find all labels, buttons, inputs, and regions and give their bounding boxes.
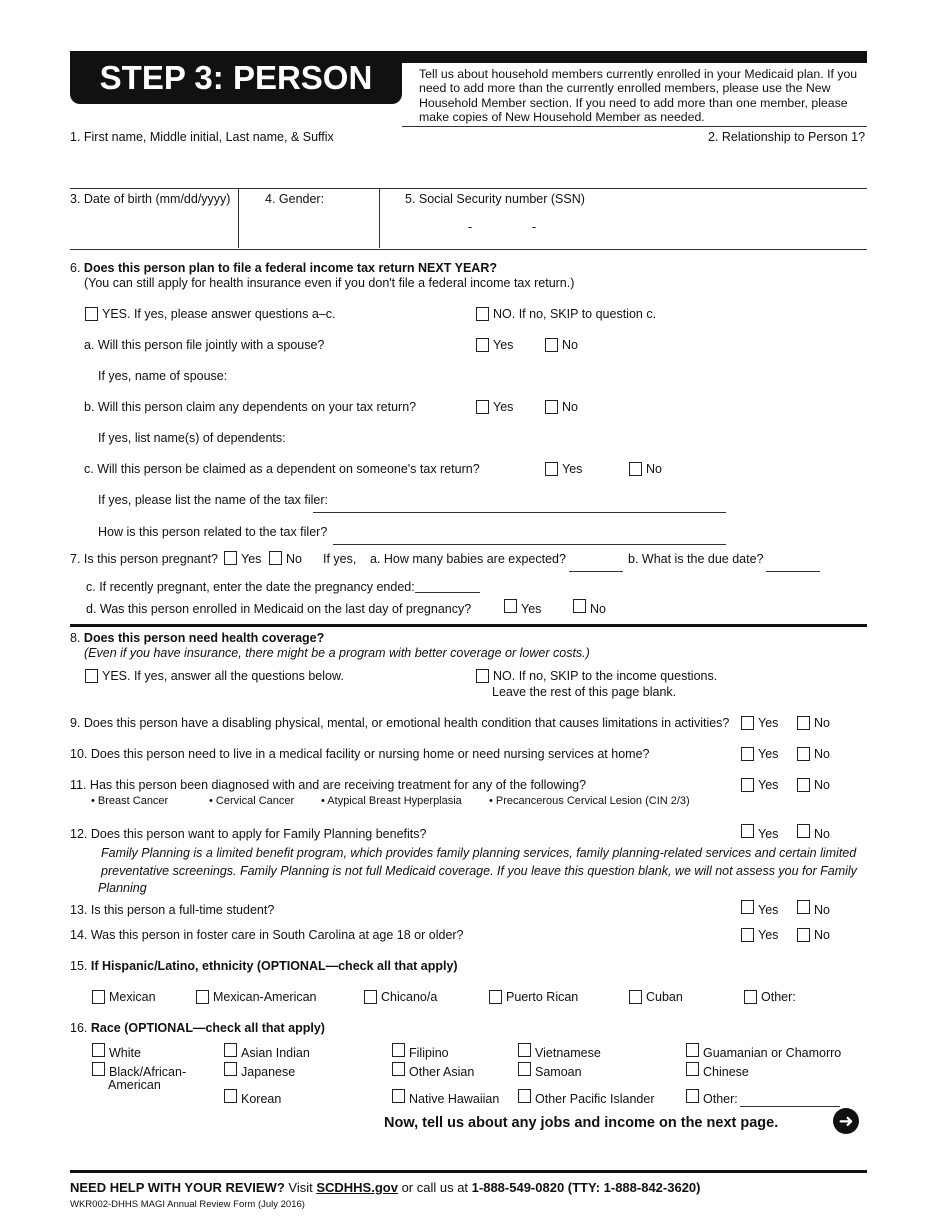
- q10-question: 10. Does this person need to live in a medical facility or nursing home or need nursing services at home?: [70, 747, 650, 761]
- q6a-yes-checkbox[interactable]: [476, 338, 489, 352]
- race-checkbox[interactable]: [224, 1043, 237, 1057]
- scdhhs-link[interactable]: SCDHHS.gov: [316, 1180, 398, 1195]
- q12-no-checkbox[interactable]: [797, 824, 810, 838]
- page-title: STEP 3: PERSON: [70, 51, 402, 104]
- section-divider: [70, 624, 867, 627]
- q6-note: (You can still apply for health insurance even if you don't file a federal income tax return.): [84, 276, 575, 290]
- race-label: Guamanian or Chamorro: [703, 1046, 842, 1060]
- q8-no-checkbox[interactable]: [476, 669, 489, 683]
- q7-if-yes: If yes,: [323, 552, 357, 566]
- race-checkbox[interactable]: [518, 1062, 531, 1076]
- q13-no-checkbox[interactable]: [797, 900, 810, 914]
- q12-yes-checkbox[interactable]: [741, 824, 754, 838]
- due-date-line[interactable]: [766, 571, 820, 572]
- q6-no-checkbox[interactable]: [476, 307, 489, 321]
- q11-item: • Atypical Breast Hyperplasia: [321, 795, 462, 807]
- q12-note-line-3: Planning: [98, 881, 147, 895]
- q7-yes-checkbox[interactable]: [224, 551, 237, 565]
- q14-no-checkbox[interactable]: [797, 928, 810, 942]
- q11-question: 11. Has this person been diagnosed with and are receiving treatment for any of the following?: [70, 778, 587, 792]
- q8-yes-label: YES. If yes, answer all the questions below.: [102, 669, 344, 683]
- race-label: Asian Indian: [241, 1046, 310, 1060]
- ssn-dash: -: [532, 220, 537, 234]
- form-id: WKR002-DHHS MAGI Annual Review Form (July 2016): [70, 1199, 305, 1210]
- q6-question: 6. Does this person plan to file a federal income tax return NEXT YEAR?: [70, 261, 497, 275]
- q16-question: 16. Race (OPTIONAL—check all that apply): [70, 1021, 325, 1035]
- q15-question: 15. If Hispanic/Latino, ethnicity (OPTIONAL—check all that apply): [70, 959, 458, 973]
- q12-note-line-2: preventative screenings. Family Planning is not full Medicaid coverage. If you leave this question blank, we will not assess you for Family: [101, 864, 857, 878]
- q7a-question: a. How many babies are expected?: [370, 552, 566, 566]
- help-line: NEED HELP WITH YOUR REVIEW? Visit SCDHHS.gov or call us at 1-888-549-0820 (TTY: 1-888-842-3620): [70, 1180, 701, 1195]
- arrow-right-circle-icon: ➜: [833, 1108, 859, 1134]
- race-checkbox[interactable]: [518, 1089, 531, 1103]
- q6c-no-label: No: [646, 462, 662, 476]
- q10-no-checkbox[interactable]: [797, 747, 810, 761]
- q8-no-label: NO. If no, SKIP to the income questions.: [493, 669, 718, 683]
- ethnicity-checkbox[interactable]: [196, 990, 209, 1004]
- q11-yes-checkbox[interactable]: [741, 778, 754, 792]
- q11-item: • Breast Cancer: [91, 795, 169, 807]
- race-label: Korean: [241, 1092, 282, 1106]
- ethnicity-checkbox[interactable]: [92, 990, 105, 1004]
- q11-item: • Cervical Cancer: [209, 795, 295, 807]
- name-field-label: 1. First name, Middle initial, Last name, & Suffix: [70, 130, 334, 144]
- divider: [379, 188, 380, 248]
- race-label: White: [109, 1046, 141, 1060]
- q10-yes-label: Yes: [758, 747, 779, 761]
- q6-no-label: NO. If no, SKIP to question c.: [493, 307, 657, 321]
- q7b-question: b. What is the due date?: [628, 552, 764, 566]
- q7-yes-label: Yes: [241, 552, 262, 566]
- q10-no-label: No: [814, 747, 830, 761]
- ethnicity-checkbox[interactable]: [744, 990, 757, 1004]
- q12-yes-label: Yes: [758, 827, 779, 841]
- q13-question: 13. Is this person a full-time student?: [70, 903, 275, 917]
- q9-question: 9. Does this person have a disabling physical, mental, or emotional health condition that causes limitations in activities?: [70, 716, 730, 730]
- ethnicity-label: Mexican-American: [213, 990, 317, 1004]
- race-checkbox[interactable]: [392, 1043, 405, 1057]
- race-checkbox[interactable]: [686, 1043, 699, 1057]
- ethnicity-checkbox[interactable]: [489, 990, 502, 1004]
- q14-no-label: No: [814, 928, 830, 942]
- q10-yes-checkbox[interactable]: [741, 747, 754, 761]
- race-label: Vietnamese: [535, 1046, 601, 1060]
- q8-yes-checkbox[interactable]: [85, 669, 98, 683]
- q6-yes-checkbox[interactable]: [85, 307, 98, 321]
- q7-no-label: No: [286, 552, 302, 566]
- tax-filer-relation-label: How is this person related to the tax filer?: [98, 525, 328, 539]
- race-label: Samoan: [535, 1065, 582, 1079]
- q11-item: • Precancerous Cervical Lesion (CIN 2/3): [489, 795, 690, 807]
- q6c-no-checkbox[interactable]: [629, 462, 642, 476]
- q6-yes-label: YES. If yes, please answer questions a–c.: [102, 307, 336, 321]
- q8-no-label-2: Leave the rest of this page blank.: [492, 685, 677, 699]
- q6a-no-checkbox[interactable]: [545, 338, 558, 352]
- q12-no-label: No: [814, 827, 830, 841]
- ethnicity-label: Cuban: [646, 990, 683, 1004]
- q11-no-label: No: [814, 778, 830, 792]
- race-checkbox[interactable]: [686, 1062, 699, 1076]
- q6a-no-label: No: [562, 338, 578, 352]
- q13-yes-label: Yes: [758, 903, 779, 917]
- q7d-no-checkbox[interactable]: [573, 599, 586, 613]
- q8-question: 8. Does this person need health coverage?: [70, 631, 325, 645]
- race-label: Japanese: [241, 1065, 296, 1079]
- pregnancy-ended-line[interactable]: [415, 592, 480, 593]
- race-checkbox[interactable]: [518, 1043, 531, 1057]
- q7d-no-label: No: [590, 602, 606, 616]
- gender-field-label: 4. Gender:: [265, 192, 325, 206]
- babies-expected-line[interactable]: [569, 571, 623, 572]
- q9-yes-label: Yes: [758, 716, 779, 730]
- q7d-yes-label: Yes: [521, 602, 542, 616]
- divider: [238, 188, 239, 248]
- q6b-no-label: No: [562, 400, 578, 414]
- race-label: Native Hawaiian: [409, 1092, 500, 1106]
- race-label: Other Asian: [409, 1065, 475, 1079]
- race-checkbox[interactable]: [224, 1089, 237, 1103]
- divider: [70, 249, 867, 250]
- q6c-yes-checkbox[interactable]: [545, 462, 558, 476]
- ethnicity-label: Puerto Rican: [506, 990, 579, 1004]
- tax-filer-name-line[interactable]: [313, 512, 726, 513]
- race-checkbox[interactable]: [686, 1089, 699, 1103]
- q8-note: (Even if you have insurance, there might be a program with better coverage or lower costs.): [84, 646, 590, 660]
- race-label: Chinese: [703, 1065, 749, 1079]
- race-checkbox[interactable]: [92, 1062, 105, 1076]
- q14-question: 14. Was this person in foster care in South Carolina at age 18 or older?: [70, 928, 464, 942]
- ssn-field-label: 5. Social Security number (SSN): [405, 192, 585, 206]
- q12-note-line-1: Family Planning is a limited benefit program, which provides family planning services, family planning-related services and certain limited: [101, 846, 857, 860]
- ethnicity-label: Chicano/a: [381, 990, 438, 1004]
- tax-filer-name-label: If yes, please list the name of the tax filer:: [98, 493, 328, 507]
- q12-question: 12. Does this person want to apply for Family Planning benefits?: [70, 827, 427, 841]
- q7d-question: d. Was this person enrolled in Medicaid on the last day of pregnancy?: [86, 602, 472, 616]
- q13-yes-checkbox[interactable]: [741, 900, 754, 914]
- q9-yes-checkbox[interactable]: [741, 716, 754, 730]
- q14-yes-checkbox[interactable]: [741, 928, 754, 942]
- spouse-name-label: If yes, name of spouse:: [98, 369, 228, 383]
- ssn-dash: -: [468, 220, 473, 234]
- relationship-field-label: 2. Relationship to Person 1?: [708, 130, 866, 144]
- race-other-line[interactable]: [740, 1106, 840, 1107]
- q7d-yes-checkbox[interactable]: [504, 599, 517, 613]
- ethnicity-checkbox[interactable]: [364, 990, 377, 1004]
- race-label: Other:: [703, 1092, 738, 1106]
- q9-no-checkbox[interactable]: [797, 716, 810, 730]
- tax-filer-relation-line[interactable]: [333, 544, 726, 545]
- race-label: American: [108, 1078, 161, 1092]
- q11-no-checkbox[interactable]: [797, 778, 810, 792]
- ethnicity-label: Mexican: [109, 990, 156, 1004]
- q6b-no-checkbox[interactable]: [545, 400, 558, 414]
- q6b-yes-label: Yes: [493, 400, 514, 414]
- q7-no-checkbox[interactable]: [269, 551, 282, 565]
- race-checkbox[interactable]: [224, 1062, 237, 1076]
- q14-yes-label: Yes: [758, 928, 779, 942]
- footer-divider: [70, 1170, 867, 1173]
- race-checkbox[interactable]: [92, 1043, 105, 1057]
- q6a-yes-label: Yes: [493, 338, 514, 352]
- q9-no-label: No: [814, 716, 830, 730]
- race-checkbox[interactable]: [392, 1062, 405, 1076]
- q7-question: 7. Is this person pregnant?: [70, 552, 219, 566]
- divider: [402, 126, 867, 127]
- next-page-note: Now, tell us about any jobs and income on the next page.: [384, 1115, 779, 1131]
- divider: [70, 188, 867, 189]
- q6c-yes-label: Yes: [562, 462, 583, 476]
- race-checkbox[interactable]: [392, 1089, 405, 1103]
- race-label: Other Pacific Islander: [535, 1092, 655, 1106]
- race-label: Filipino: [409, 1046, 449, 1060]
- q6c-question: c. Will this person be claimed as a dependent on someone's tax return?: [84, 462, 480, 476]
- q6a-question: a. Will this person file jointly with a spouse?: [84, 338, 325, 352]
- q7c-question: c. If recently pregnant, enter the date the pregnancy ended:: [86, 580, 415, 594]
- q6b-yes-checkbox[interactable]: [476, 400, 489, 414]
- dob-field-label: 3. Date of birth (mm/dd/yyyy): [70, 192, 231, 206]
- q13-no-label: No: [814, 903, 830, 917]
- race-label: Black/African-: [109, 1065, 187, 1079]
- q6b-question: b. Will this person claim any dependents on your tax return?: [84, 400, 417, 414]
- q11-yes-label: Yes: [758, 778, 779, 792]
- ethnicity-label: Other:: [761, 990, 796, 1004]
- ethnicity-checkbox[interactable]: [629, 990, 642, 1004]
- dependents-label: If yes, list name(s) of dependents:: [98, 431, 286, 445]
- intro-text: Tell us about household members currently enrolled in your Medicaid plan. If you need to add more than the currently enrolled members, please use the New Household Member section. If you need to add more than one member, please make copies of New Household Member as needed.: [419, 67, 858, 124]
